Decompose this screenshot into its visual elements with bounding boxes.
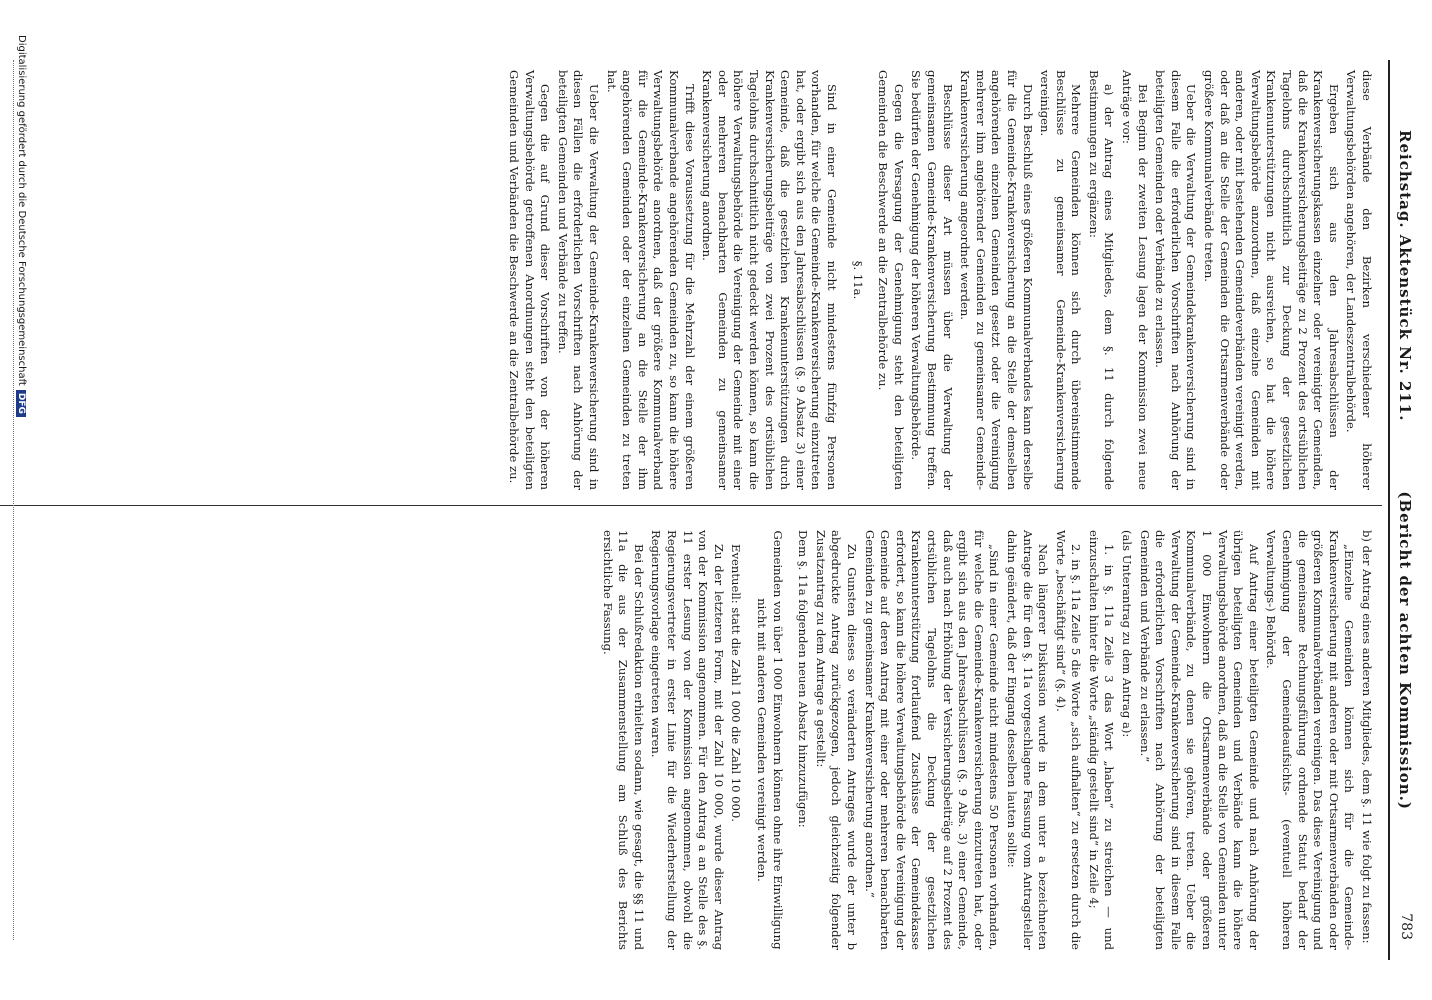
paragraph: „Sind in einer Gemeinde nicht mindestens 50 Personen vorhanden, für welche die Gemeinde-Krankenversicherung einzutreten hat, oder ergibt sich aus den Jahresabschlüssen (§. 9 Abs. 3) einer Gemeinde, daß auch nach Erhöhung der Versicherungsbeiträge auf 2 Prozent des ortsüblichen Tagelohns die Deckung der gesetzlichen Krankenunterstützung fortlaufend Zuschüsse der Gemeindekasse erfordert, so kann die höhere Verwaltungsbehörde die Vereinigung der Gemeinde auf deren Antrag mit einer oder mehreren benachbarten Gemeinden zu gemeinsamer Krankenversicherung anordnen.“ xyxy=(862,530,1002,950)
digitization-credit xyxy=(16,35,27,417)
paragraph: Auf Antrag einer beteiligten Gemeinde und nach Anhörung der übrigen beteiligten Gemeinden und Verbände kann die höhere Verwaltungsbehörde anordnen, daß an die Stelle von Gemeinden unter 1 000 Einwohnern die Ortsarmenverbände oder größeren Kommunalverbände, zu denen sie gehören, treten. Ueber die Verwaltung der Gemeinde-Krankenversicherung sind in diesem Falle die erforderlichen Vorschriften nach Anhörung der beteiligten Gemeinden und Verbände zu erlassen.“ xyxy=(1137,530,1261,950)
header-right: (Bericht der achten Kommission.) xyxy=(1396,491,1414,810)
credit-text: Digitalisierung gefördert durch die Deutsche Forschungsgemeinschaft xyxy=(16,35,27,386)
paragraph: Gegen die auf Grund dieser Vorschriften von der höheren Verwaltungsbehörde getroffenen Anordnungen steht den beteiligten Gemeinden und Verbänden die Beschwerde an die Zentralbehörde zu. xyxy=(507,70,553,490)
paragraph: (als Unterantrag zu dem Antrag a): xyxy=(1120,530,1135,738)
section-heading: §. 11a. xyxy=(850,260,865,300)
paragraph: Zu Gunsten dieses so veränderten Antrages wurde der unter b abgedruckte Antrag zurückgezogen, jedoch gleichzeitig folgender Zusatzantrag zu dem Antrage a gestellt: xyxy=(813,530,859,950)
paragraph: Durch Beschluß eines größeren Kommunalverbandes kann derselbe für die Gemeinde-Krankenversicherung an die Stelle der demselben angehörenden einzelnen Gemeinden gesetzt oder die Vereinigung mehrerer ihm angehörender Gemeinden zu gemeinsamer Gemeinde-Krankenversicherung angeordnet werden. xyxy=(958,70,1035,490)
paragraph: Beschlüsse dieser Art müssen über die Verwaltung der gemeinsamen Gemeinde-Krankenversicherung Bestimmung treffen. Sie bedürfen der Genehmigung der höheren Verwaltungsbehörde. xyxy=(909,70,955,490)
paragraph: „Einzelne Gemeinden können sich für die Gemeinde-Krankenversicherung mit anderen oder mit Ortsarmenverbänden oder größeren Kommunalverbänden vereinigen. Das diese Vereinigung und die gemeinsame Rechnungsführung ordnende Statut bedarf der Genehmigung der Gemeindeaufsichts- (eventuell höheren Verwaltungs-) Behörde. xyxy=(1264,530,1357,950)
paragraph: Dem §. 11a folgenden neuen Absatz hinzuzufügen: xyxy=(796,530,811,828)
paragraph: Bei Beginn der zweiten Lesung lagen der Kommission zwei neue Anträge vor: xyxy=(1120,70,1150,490)
page-number: 783 xyxy=(1398,913,1414,940)
dfg-logo: DFG xyxy=(16,390,26,417)
paragraph: Gemeinden von über 1 000 Einwohnern können ohne ihre Einwilligung nicht mit anderen Gemeinden vereinigt werden. xyxy=(755,530,785,950)
paragraph: Nach längerer Diskussion wurde in dem unter a bezeichneten Antrage die für den §. 11a vorgeschlagene Fassung vom Antragsteller dahin geändert, daß der Eingang desselben lauten sollte: xyxy=(1004,530,1051,950)
paragraph: 2. in §. 11a Zeile 5 die Worte „sich aufhalten“ zu ersetzen durch die Worte „beschäftigt sind“ (§. 4). xyxy=(1053,530,1084,950)
bottom-rule xyxy=(13,60,14,940)
header-left: Reichstag. Aktenstück Nr. 211. xyxy=(1396,130,1414,422)
header-rule xyxy=(1388,60,1390,960)
paragraph: Gegen die Versagung der Genehmigung steht den beteiligten Gemeinden die Beschwerde an die Zentralbehörde zu. xyxy=(876,70,906,490)
column-left xyxy=(504,70,1374,490)
paragraph: Ergeben sich aus den Jahresabschlüssen der Krankenversicherungskassen einzelner oder vereinigter Gemeinden, daß die Krankenversicherungsbeiträge zu 2 Prozent des ortsüblichen Tagelohns durchschnittlich zur Deckung der gesetzlichen Krankenunterstützungen nicht ausreichen, so hat die höhere Verwaltungsbehörde anzuordnen, daß einzelne Gemeinden mit anderen, oder mit bestehenden Gemeindeverbänden vereinigt werden, oder daß an die Stelle der Gemeinden die Ortsarmenverbände oder größere Kommunalverbände treten. xyxy=(1202,70,1341,490)
paragraph: b) der Antrag eines anderen Mitgliedes, dem §. 11 wie folgt zu fassen: xyxy=(1360,530,1374,944)
paragraph: Ueber die Verwaltung der Gemeinde-Krankenversicherung sind in diesen Fällen die erforderlichen Vorschriften nach Anhörung der beteiligten Gemeinden und Verbände zu treffen. xyxy=(555,70,602,490)
column-separator xyxy=(0,505,1382,506)
column-right xyxy=(597,530,1374,950)
paragraph: Sind in einer Gemeinde nicht mindestens fünfzig Personen vorhanden, für welche die Gemeinde-Krankenversicherung einzutreten hat, oder ergibt sich aus den Jahresabschlüssen (§. 9 Absatz 3) einer Gemeinde, daß die gesetzlichen Krankenunterstützungen durch Krankenversicherungsbeiträge von zwei Prozent des ortsüblichen Tagelohns durchschnittlich nicht gedeckt werden können, so kann die höhere Verwaltungsbehörde die Vereinigung der Gemeinde mit einer oder mehreren benachbarten Gemeinden zu gemeinsamer Krankenversicherung anordnen. xyxy=(700,70,839,490)
paragraph: Trifft diese Voraussetzung für die Mehrzahl der einem größeren Kommunalverbande angehörenden Gemeinden zu, so kann die höhere Verwaltungsbehörde anordnen, daß der größere Kommunalverband für die Gemeinde-Krankenversicherung an die Stelle der ihm angehörenden Gemeinden oder der einzelnen Gemeinden zu treten hat. xyxy=(604,70,697,490)
paragraph: 1. in §. 11a Zeile 3 das Wort „haben“ zu streichen — und einzuschalten hinter die Worte „ständig gestellt sind“ in Zeile 4; xyxy=(1086,530,1117,950)
paragraph: Eventuell: statt die Zahl 1 000 die Zahl 10 000. xyxy=(729,544,744,822)
paragraph: Bei der Schlußredaktion erhielten sodann, wie gesagt, die §§ 11 und 11a die aus der Zusammenstellung am Schluß des Berichts ersichtliche Fassung. xyxy=(600,530,646,950)
paragraph: Zu der letzteren Form, mit der Zahl 10 000, wurde dieser Antrag von der Kommission angenommen. Für den Antrag a an Stelle des §. 11 erster Lesung von der Kommission angenommen, obwohl die Regierungsvertreter in erster Linie für die Wiederherstellung der Regierungsvorlage eingetreten waren. xyxy=(649,530,726,950)
paragraph: Mehrere Gemeinden können sich durch übereinstimmende Beschlüsse zu gemeinsamer Gemeinde-Krankenversicherung vereinigen. xyxy=(1038,70,1084,490)
paragraph: diese Verbände den Bezirken verschiedener höherer Verwaltungsbehörden angehören, der Landeszentralbehörde. xyxy=(1344,70,1374,490)
paragraph: a) der Antrag eines Mitgliedes, dem §. 11 durch folgende Bestimmungen zu ergänzen: xyxy=(1086,70,1117,490)
paragraph: Ueber die Verwaltung der Gemeindekrankenversicherung sind in diesem Falle die erforderlichen Vorschriften nach Anhörung der beteiligten Gemeinden oder Verbände zu erlassen. xyxy=(1153,70,1199,490)
